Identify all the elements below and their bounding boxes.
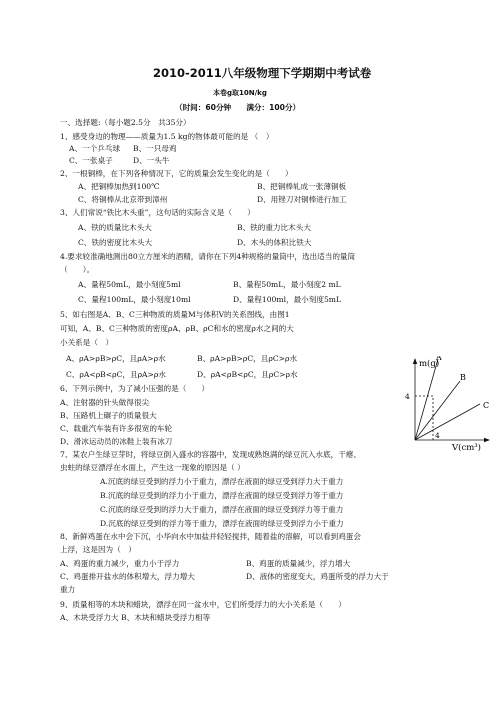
exam-text-line: 3、人们常说“铁比木头重”，这句话的实际含义是（ ） — [60, 208, 255, 217]
exam-text-line: D、用锉刀对铜棒进行加工 — [257, 195, 347, 204]
exam-text-line: 2、一根铜棒，在下列各种情况下，它的质量会发生变化的是（ ） — [60, 169, 293, 178]
exam-text-line: D、ρA<ρB<ρC，且ρC>ρ水 — [197, 370, 298, 379]
line-c-label: C — [483, 401, 490, 410]
exam-text-line: D、滑冰运动员的冰鞋上装有冰刀 — [60, 437, 173, 446]
exam-text-line: 9、质量相等的木块和蜡块，漂浮在同一盆水中，它们所受浮力的大小关系是（ ） — [60, 600, 346, 609]
exam-title: 2010-2011八年级物理下学期期中考试卷 — [153, 66, 372, 80]
line-b-label: B — [460, 373, 466, 382]
exam-text-line: A、木块受浮力大 B、木块和蜡块受浮力相等 — [60, 613, 211, 622]
exam-text-line: （ ）。 — [60, 265, 95, 274]
exam-text-line: B、把铜棒轧成一张薄铜板 — [257, 182, 347, 191]
exam-subtitle: 本卷g取10N/kg — [213, 89, 267, 97]
y-tick-label: 4 — [405, 392, 410, 401]
exam-text-line: 4.要求较准确地测出80立方厘米的酒精，请你在下列4种规格的量筒中，选出适当的量筒 — [60, 252, 356, 261]
exam-text-line: A、鸡蛋的重力减少，重力小于浮力 — [60, 559, 180, 568]
exam-text-line: D.沉底的绿豆受到的浮力等于重力，漂浮在液面的绿豆受到浮力小于重力 — [100, 519, 344, 528]
x-tick-label: 4 — [435, 431, 440, 440]
line-c — [415, 404, 480, 440]
exam-text-line: 小关系是（ ） — [60, 338, 114, 347]
line-a — [415, 359, 438, 440]
exam-text-line: C、一张桌子 — [69, 156, 113, 165]
exam-text-line: C、鸡蛋排开盐水的体积增大，浮力增大 — [60, 572, 195, 581]
mass-volume-graph — [396, 356, 496, 452]
exam-text-line: A、一个乒乓球 — [69, 144, 121, 153]
exam-text-line: C.沉底的绿豆受到的浮力大于重力，漂浮在液面的绿豆受到浮力等于重力 — [100, 505, 344, 514]
exam-text-line: C、载重汽车装有许多很宽的车轮 — [60, 424, 173, 433]
exam-time-info: （时间：60分钟 满分：100分） — [175, 103, 301, 112]
exam-text-line: D、木头的体积比铁大 — [237, 238, 312, 247]
exam-text-line: 上浮，这是因为（ ） — [60, 545, 136, 554]
exam-text-line: A、把铜棒加热到100℃ — [78, 182, 160, 191]
exam-text-line: C、铁的密度比木头大 — [78, 238, 153, 247]
exam-text-line: 6、下列示例中，为了减小压强的是（ ） — [60, 384, 210, 393]
exam-text-line: 重力 — [60, 585, 76, 594]
exam-text-line: A、注射器的针头做得很尖 — [60, 398, 150, 407]
exam-text-line: 可知，A、B、C三种物质的密度ρA、ρB、ρC和水的密度ρ水之间的大 — [60, 324, 294, 333]
exam-text-line: B、ρA>ρB>ρC，且ρC>ρ水 — [197, 354, 298, 363]
exam-text-line: C、将铜棒从北京带到漳州 — [78, 195, 168, 204]
section-heading: 一、选择题:（每小题2.5分 共35分） — [60, 118, 191, 127]
exam-text-line: 5、如右图是A、B、C三种物质的质量M与体积V的关系图线，由图1 — [60, 310, 290, 319]
exam-text-line: B、量程50mL，最小刻度2 mL — [233, 280, 341, 289]
x-axis-arrow — [484, 438, 490, 442]
exam-text-line: C、ρA<ρB<ρC，且ρA>ρ水 — [66, 370, 166, 379]
exam-text-line: 1、感受身边的物理——质量为1.5 kg的物体最可能的是 （ ） — [60, 132, 274, 141]
exam-text-line: D、一头牛 — [133, 156, 170, 165]
exam-text-line: 虫蛀的绿豆漂浮在水面上，产生这一现象的原因是（ ） — [60, 463, 245, 472]
exam-text-line: B、鸡蛋的质量减少，浮力增大 — [246, 559, 351, 568]
exam-text-line: A、铁的质量比木头大 — [78, 223, 152, 232]
y-axis-arrow — [413, 358, 417, 364]
exam-text-line: C、量程100mL，最小刻度10ml — [78, 295, 191, 304]
exam-text-line: B.沉底的绿豆受到的浮力小于重力，漂浮在液面的绿豆受到浮力等于重力 — [100, 491, 344, 500]
exam-text-line: A.沉底的绿豆受到的浮力小于重力，漂浮在液面的绿豆受到浮力大于重力 — [100, 477, 344, 486]
y-axis-label: m(g) — [419, 359, 440, 369]
exam-text-line: D、液体的密度变大，鸡蛋所受的浮力大于 — [246, 572, 389, 581]
exam-text-line: B、一只母鸡 — [133, 144, 177, 153]
exam-text-line: A、量程50mL，最小刻度5ml — [78, 280, 181, 289]
x-axis-label: V(cm³) — [452, 443, 481, 452]
exam-text-line: 8、新鲜鸡蛋在水中会下沉，小华向水中加盐并轻轻搅拌，随着盐的溶解，可以看到鸡蛋会 — [60, 532, 361, 541]
exam-text-line: A、ρA>ρB>ρC，且ρA>ρ水 — [66, 354, 166, 363]
exam-text-line: D、量程100ml，最小刻度5mL — [233, 295, 342, 304]
exam-text-line: 7、某农户生绿豆芽时，将绿豆倒入盛水的容器中，发现成熟饱满的绿豆沉入水底，干瘪、 — [60, 450, 361, 459]
line-a-label: A — [436, 356, 442, 362]
exam-text-line: B、铁的重力比木头大 — [237, 223, 311, 232]
exam-text-line: B、压路机上碾子的质量很大 — [60, 411, 157, 420]
